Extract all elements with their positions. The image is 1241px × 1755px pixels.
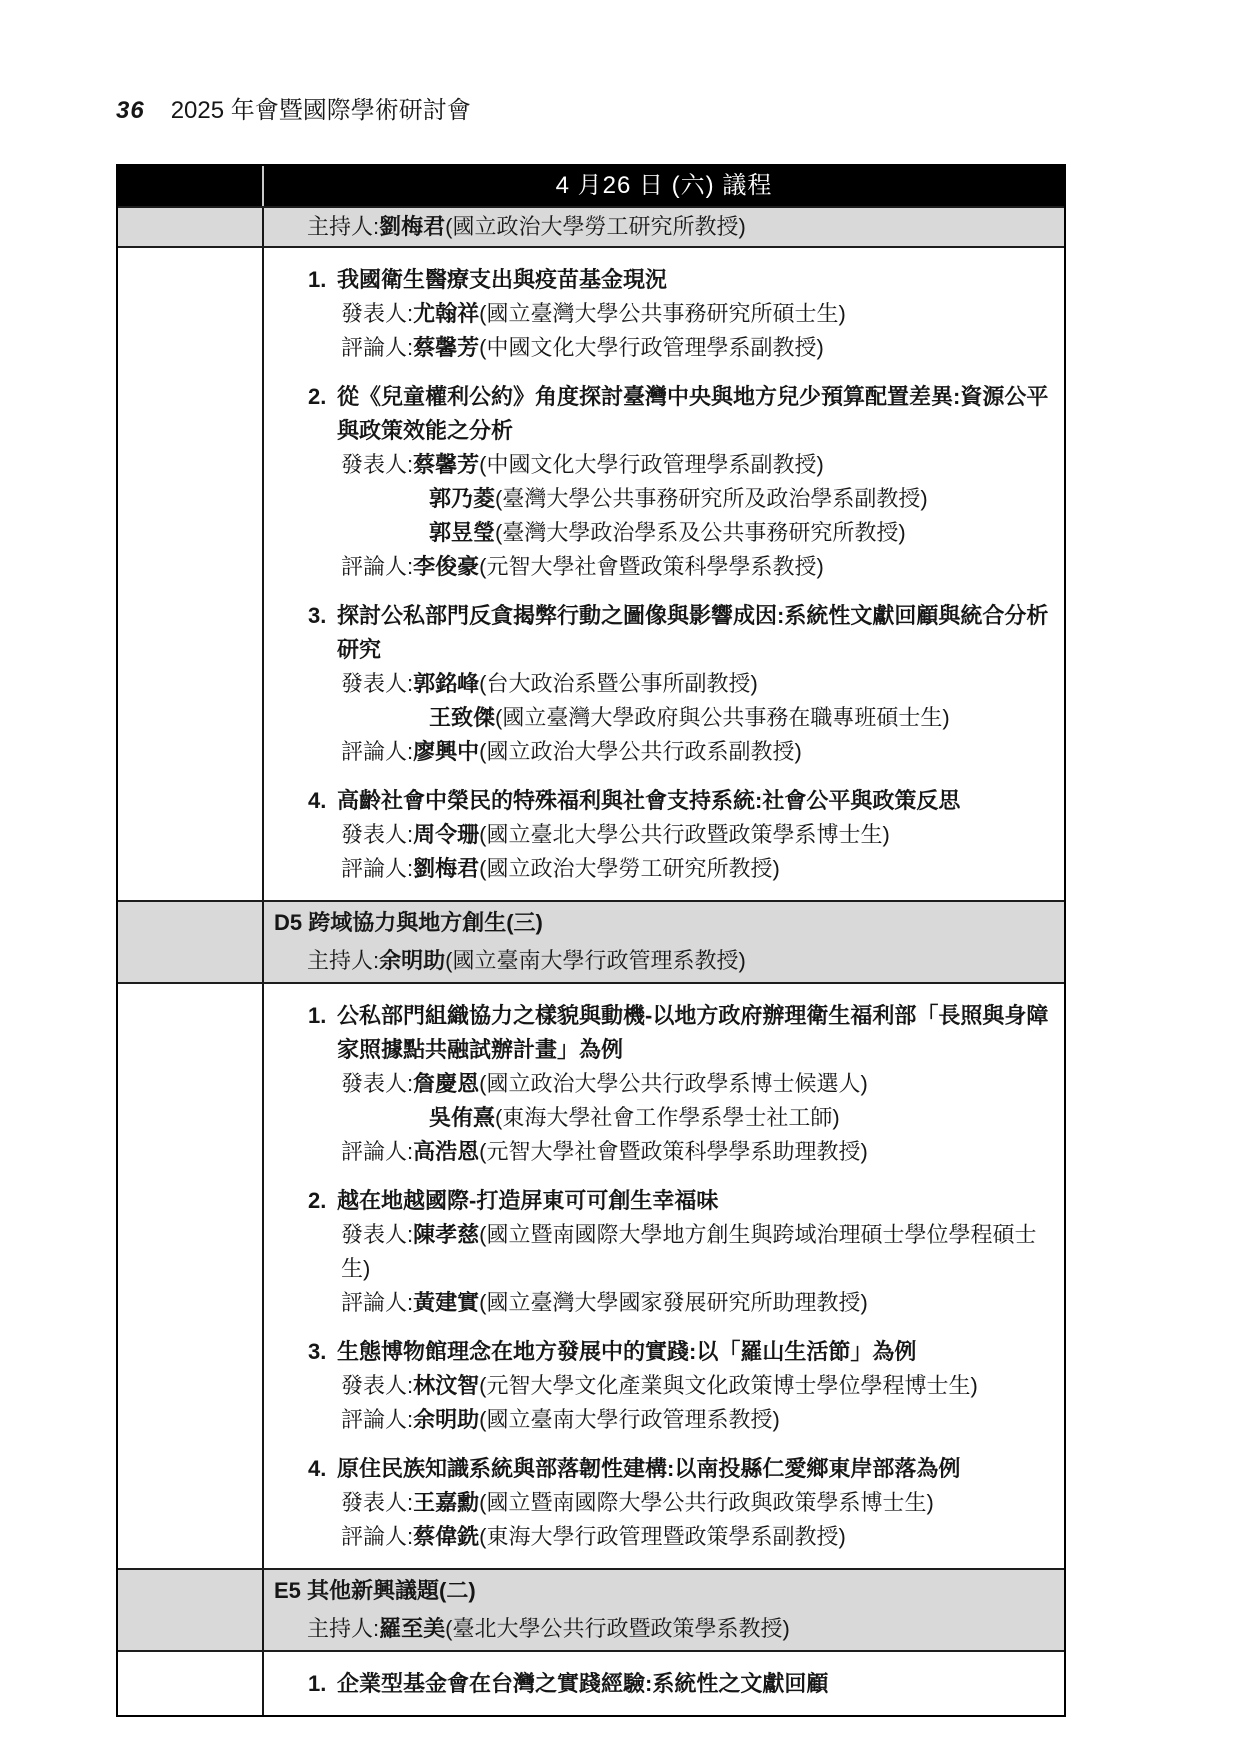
person-affiliation: (東海大學行政管理暨政策學系副教授) [479, 1524, 846, 1549]
item-title-text: 公私部門組織協力之樣貌與動機-以地方政府辦理衛生福利部「長照與身障家照據點共融試辦計畫」為例 [337, 1003, 1049, 1062]
moderator-row [118, 206, 1064, 248]
session-code-label: D5 跨域協力與地方創生(三) [274, 910, 543, 935]
person-name: 王致傑 [429, 705, 496, 730]
session-header-row [118, 1568, 1064, 1652]
agenda-item [264, 1335, 1052, 1437]
date-header-label: 4 月26 日 (六) 議程 [555, 172, 773, 199]
item-title [264, 1184, 1052, 1218]
person-affiliation: (國立臺南大學行政管理系教授) [479, 1407, 780, 1432]
person-role-label: 評論人: [341, 1290, 414, 1315]
item-title [264, 599, 1052, 667]
person-line [264, 852, 1052, 886]
person-line [264, 1286, 1052, 1320]
person-affiliation: (臺北大學公共行政暨政策學系教授) [445, 1616, 790, 1641]
person-role-label: 發表人: [341, 301, 414, 326]
person-affiliation: (國立臺灣大學公共事務研究所碩士生) [479, 301, 846, 326]
person-affiliation: (東海大學社會工作學系學士社工師) [495, 1105, 840, 1130]
item-title-text: 我國衛生醫療支出與疫苗基金現況 [337, 267, 668, 292]
item-title-text: 探討公私部門反貪揭弊行動之圖像與影響成因:系統性文獻回顧與統合分析研究 [337, 603, 1049, 662]
person-line [264, 1101, 1052, 1135]
person-affiliation: (臺灣大學政治學系及公共事務研究所教授) [495, 520, 906, 545]
agenda-item [264, 380, 1052, 584]
person-line [264, 735, 1052, 769]
person-affiliation: (國立政治大學勞工研究所教授) [479, 856, 780, 881]
item-title [264, 263, 1052, 297]
person-role-label: 發表人: [341, 822, 414, 847]
item-title [264, 1335, 1052, 1369]
item-number: 1. [308, 1003, 327, 1028]
agenda-item [264, 263, 1052, 365]
person-name: 郭昱瑩 [429, 520, 496, 545]
agenda-sections [118, 206, 1064, 1715]
session-items-cell [264, 1652, 1064, 1715]
person-line [264, 818, 1052, 852]
session-header-cell [264, 1570, 1064, 1650]
left-column-header-cell [118, 166, 264, 206]
person-affiliation: (國立政治大學公共行政系副教授) [479, 739, 802, 764]
person-role-label: 主持人: [307, 1616, 380, 1641]
person-line [264, 1486, 1052, 1520]
person-name: 蔡馨芳 [413, 452, 480, 477]
item-title [264, 1452, 1052, 1486]
item-title-text: 高齡社會中榮民的特殊福利與社會支持系統:社會公平與政策反思 [337, 788, 961, 813]
person-name: 郭銘峰 [413, 671, 480, 696]
session-items-row [118, 984, 1064, 1568]
person-line [264, 331, 1052, 365]
person-role-label: 發表人: [341, 452, 414, 477]
person-affiliation: (元智大學社會暨政策科學學系助理教授) [479, 1139, 868, 1164]
session-items-row [118, 248, 1064, 900]
person-role-label: 評論人: [341, 335, 414, 360]
person-affiliation: (國立臺灣大學政府與公共事務在職專班碩士生) [495, 705, 950, 730]
person-affiliation: (元智大學文化產業與文化政策博士學位學程博士生) [479, 1373, 978, 1398]
person-role-label: 評論人: [341, 1407, 414, 1432]
person-name: 廖興中 [413, 739, 480, 764]
person-line [264, 1403, 1052, 1437]
person-line [264, 1218, 1052, 1286]
item-title [264, 999, 1052, 1067]
person-role-label: 主持人: [307, 948, 380, 973]
item-title-text: 生態博物館理念在地方發展中的實踐:以「羅山生活節」為例 [337, 1339, 917, 1364]
item-number: 2. [308, 384, 327, 409]
person-name: 陳孝慈 [413, 1222, 480, 1247]
person-name: 劉梅君 [379, 214, 446, 239]
session-header-cell [264, 902, 1064, 982]
person-line [264, 482, 1052, 516]
page-number: 36 [116, 97, 145, 124]
item-title-text: 從《兒童權利公約》角度探討臺灣中央與地方兒少預算配置差異:資源公平與政策效能之分析 [337, 384, 1049, 443]
item-number: 2. [308, 1188, 327, 1213]
moderator-line [264, 208, 1064, 246]
left-column-cell [118, 248, 264, 900]
person-name: 高浩恩 [413, 1139, 480, 1164]
item-number: 3. [308, 1339, 327, 1364]
person-name: 余明助 [413, 1407, 480, 1432]
person-role-label: 評論人: [341, 1139, 414, 1164]
item-number: 4. [308, 1456, 327, 1481]
item-title-text: 企業型基金會在台灣之實踐經驗:系統性之文獻回顧 [337, 1671, 829, 1696]
item-title-text: 原住民族知識系統與部落韌性建構:以南投縣仁愛鄉東岸部落為例 [337, 1456, 961, 1481]
person-line [264, 550, 1052, 584]
person-name: 李俊豪 [413, 554, 480, 579]
person-name: 周令珊 [413, 822, 480, 847]
item-number: 1. [308, 267, 327, 292]
agenda-table [116, 164, 1066, 1717]
person-name: 黃建實 [413, 1290, 480, 1315]
item-number: 4. [308, 788, 327, 813]
person-affiliation: (國立政治大學公共行政學系博士候選人) [479, 1071, 868, 1096]
person-name: 劉梅君 [413, 856, 480, 881]
person-line [264, 701, 1052, 735]
item-title [264, 1667, 1052, 1701]
person-name: 林汶智 [413, 1373, 480, 1398]
person-affiliation: (國立暨南國際大學地方創生與跨域治理碩士學位學程碩士生) [341, 1222, 1037, 1281]
left-column-cell [118, 208, 264, 246]
person-name: 羅至美 [379, 1616, 446, 1641]
agenda-item [264, 1184, 1052, 1320]
person-affiliation: (國立政治大學勞工研究所教授) [445, 214, 746, 239]
person-line [264, 516, 1052, 550]
person-name: 詹慶恩 [413, 1071, 480, 1096]
session-items-cell [264, 984, 1064, 1568]
person-name: 郭乃菱 [429, 486, 496, 511]
agenda-item [264, 1667, 1052, 1701]
item-title-text: 越在地越國際-打造屏東可可創生幸福味 [337, 1188, 719, 1213]
person-line [264, 667, 1052, 701]
person-role-label: 發表人: [341, 1222, 414, 1247]
person-name: 蔡偉銑 [413, 1524, 480, 1549]
left-column-cell [118, 1652, 264, 1715]
session-items-row [118, 1652, 1064, 1715]
person-role-label: 發表人: [341, 1490, 414, 1515]
person-affiliation: (國立臺南大學行政管理系教授) [445, 948, 746, 973]
person-role-label: 主持人: [307, 214, 380, 239]
item-title [264, 784, 1052, 818]
agenda-item [264, 1452, 1052, 1554]
page-header-title: 2025 年會暨國際學術研討會 [170, 97, 471, 124]
left-column-cell [118, 1570, 264, 1650]
session-header-row [118, 900, 1064, 984]
person-role-label: 評論人: [341, 739, 414, 764]
left-column-cell [118, 902, 264, 982]
person-role-label: 發表人: [341, 1373, 414, 1398]
date-header-row [118, 166, 1064, 206]
person-line [264, 297, 1052, 331]
person-name: 吳侑熹 [429, 1105, 496, 1130]
person-role-label: 發表人: [341, 671, 414, 696]
moderator-line [264, 942, 1064, 980]
session-items-cell [264, 248, 1064, 900]
item-title [264, 380, 1052, 448]
person-affiliation: (中國文化大學行政管理學系副教授) [479, 335, 824, 360]
person-line [264, 1520, 1052, 1554]
person-line [264, 1135, 1052, 1169]
person-line [264, 1369, 1052, 1403]
left-column-cell [118, 984, 264, 1568]
person-affiliation: (國立暨南國際大學公共行政與政策學系博士生) [479, 1490, 934, 1515]
person-line [264, 448, 1052, 482]
person-affiliation: (台大政治系暨公事所副教授) [479, 671, 758, 696]
agenda-item [264, 999, 1052, 1169]
person-affiliation: (國立臺灣大學國家發展研究所助理教授) [479, 1290, 868, 1315]
person-name: 蔡馨芳 [413, 335, 480, 360]
moderator-line [264, 1610, 1064, 1648]
person-role-label: 評論人: [341, 1524, 414, 1549]
item-number: 3. [308, 603, 327, 628]
person-affiliation: (臺灣大學公共事務研究所及政治學系副教授) [495, 486, 928, 511]
person-affiliation: (國立臺北大學公共行政暨政策學系博士生) [479, 822, 890, 847]
person-name: 尤翰祥 [413, 301, 480, 326]
person-role-label: 發表人: [341, 1071, 414, 1096]
agenda-item [264, 599, 1052, 769]
person-role-label: 評論人: [341, 554, 414, 579]
person-role-label: 評論人: [341, 856, 414, 881]
agenda-item [264, 784, 1052, 886]
session-code-label: E5 其他新興議題(二) [274, 1578, 476, 1603]
person-line [264, 1067, 1052, 1101]
page-header [116, 96, 471, 126]
item-number: 1. [308, 1671, 327, 1696]
person-name: 王嘉勳 [413, 1490, 480, 1515]
person-affiliation: (中國文化大學行政管理學系副教授) [479, 452, 824, 477]
person-affiliation: (元智大學社會暨政策科學學系教授) [479, 554, 824, 579]
person-name: 余明助 [379, 948, 446, 973]
